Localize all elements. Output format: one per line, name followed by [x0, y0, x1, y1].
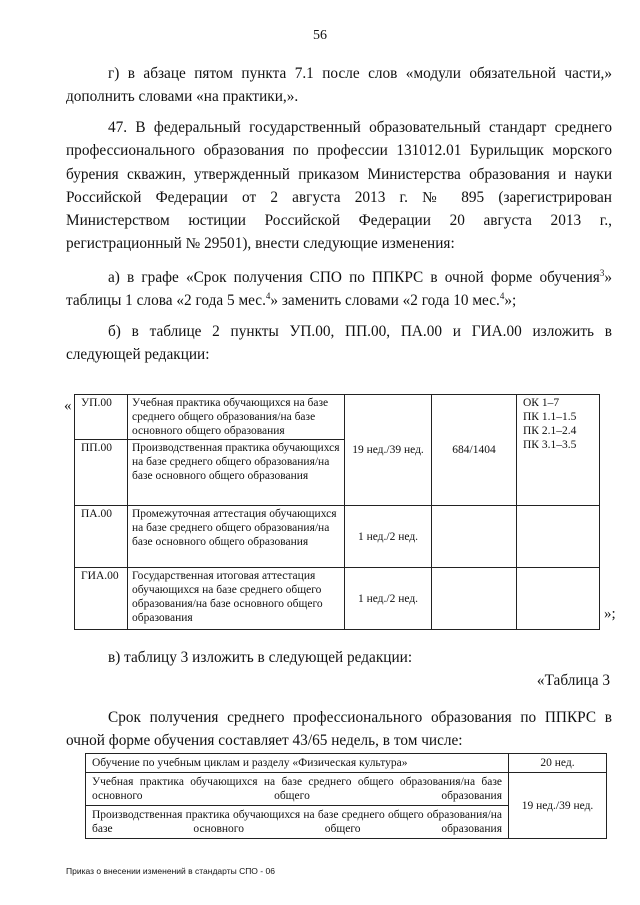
- close-quote: »;: [604, 606, 616, 622]
- paragraph-a-part1: а) в графе «Срок получения СПО по ППКРС в очной форме обучения: [108, 269, 600, 286]
- paragraph-a-part3: » заменить словами «2 года 10 мес.: [270, 292, 500, 310]
- row-weeks: 1 нед./2 нед.: [345, 506, 432, 568]
- competency: ПК 3.1–3.5: [523, 439, 577, 451]
- row-name: Промежуточная аттестация обучающихся на базе среднего общего образования/на базе основного общего образования: [128, 506, 345, 568]
- table-2-block: [64, 394, 624, 634]
- paragraph-a-part4: »;: [504, 292, 517, 310]
- footnote-ref: 3: [599, 267, 605, 278]
- paragraph-g-text: г) в абзаце пятом пункта 7.1 после слов «модули обязательной части,» дополнить словами «на практики,».: [66, 65, 612, 106]
- paragraph-v-text: в) таблицу 3 изложить в следующей редакции:: [108, 649, 413, 666]
- row-name: Учебная практика обучающихся на базе среднего общего образования/на базе основного общего образования: [128, 395, 345, 440]
- empty-cell: [432, 506, 517, 568]
- paragraph-b-text: б) в таблице 2 пункты УП.00, ПП.00, ПА.00 и ГИА.00 изложить в следующей редакции:: [66, 323, 612, 364]
- practice-hours: 684/1404: [432, 395, 517, 506]
- row-code: ПА.00: [75, 506, 128, 568]
- paragraph-v: [66, 646, 612, 669]
- footnote-ref: 4: [499, 291, 505, 302]
- table-row: [75, 506, 600, 568]
- row-code: ПП.00: [75, 440, 128, 506]
- paragraph-b: [66, 320, 612, 367]
- row-value: 20 нед.: [509, 754, 607, 773]
- row-name: Производственная практика обучающихся на базе среднего общего образования/на базе основного общего образования: [128, 440, 345, 506]
- paragraph-g: [66, 62, 612, 109]
- paragraph-47-text: 47. В федеральный государственный образовательный стандарт среднего профессионального образования по профессии 131012.01 Бурильщик морского бурения скважин, утвержденный приказом Министерства образования и науки Российской Федерации от 2 августа 2013 г. № 895 (зарегистрирован Министерством юстиции Российской Федерации 20 августа 2013 г., регистрационный № 29501), внести следующие изменения:: [66, 119, 612, 253]
- empty-cell: [517, 506, 600, 568]
- competency: ПК 1.1–1.5: [523, 411, 577, 423]
- practice-weeks: 19 нед./39 нед.: [345, 395, 432, 506]
- table-row: [75, 568, 600, 630]
- row-code: УП.00: [75, 395, 128, 440]
- row-weeks: 1 нед./2 нед.: [345, 568, 432, 630]
- table-row: [86, 754, 607, 773]
- paragraph-a: [66, 266, 612, 313]
- row-value: 19 нед./39 нед.: [509, 773, 607, 839]
- paragraph-srok: [66, 706, 612, 753]
- table-3: [85, 753, 607, 839]
- competency: ОК 1–7: [523, 397, 560, 409]
- empty-cell: [432, 568, 517, 630]
- paragraph-a-part2: » таблицы 1 слова «2 года 5 мес.: [66, 269, 612, 310]
- table-row: [86, 773, 607, 806]
- competency: ПК 2.1–2.4: [523, 425, 577, 437]
- paragraph-srok-text: Срок получения среднего профессионального образования по ППКРС в очной форме обучения составляет 43/65 недель, в том числе:: [66, 709, 612, 750]
- empty-cell: [517, 568, 600, 630]
- row-desc: Производственная практика обучающихся на базе среднего общего образования/на базе основного общего образования: [86, 806, 509, 839]
- row-code: ГИА.00: [75, 568, 128, 630]
- open-quote: «: [64, 398, 72, 414]
- row-name: Государственная итоговая аттестация обучающихся на базе среднего общего образования/на базе основного общего образования: [128, 568, 345, 630]
- row-desc: Обучение по учебным циклам и разделу «Физическая культура»: [86, 754, 509, 773]
- page-number: 56: [313, 28, 327, 43]
- footnote-ref: 4: [265, 291, 271, 302]
- table-3-label: «Таблица 3: [536, 672, 610, 689]
- competencies: [517, 395, 600, 506]
- paragraph-47: [66, 116, 612, 256]
- table-row: [75, 395, 600, 440]
- row-desc: Учебная практика обучающихся на базе среднего общего образования/на базе основного общего образования: [86, 773, 509, 806]
- footer-note: Приказ о внесении изменений в стандарты СПО - 06: [66, 866, 275, 876]
- table-2: [74, 394, 600, 630]
